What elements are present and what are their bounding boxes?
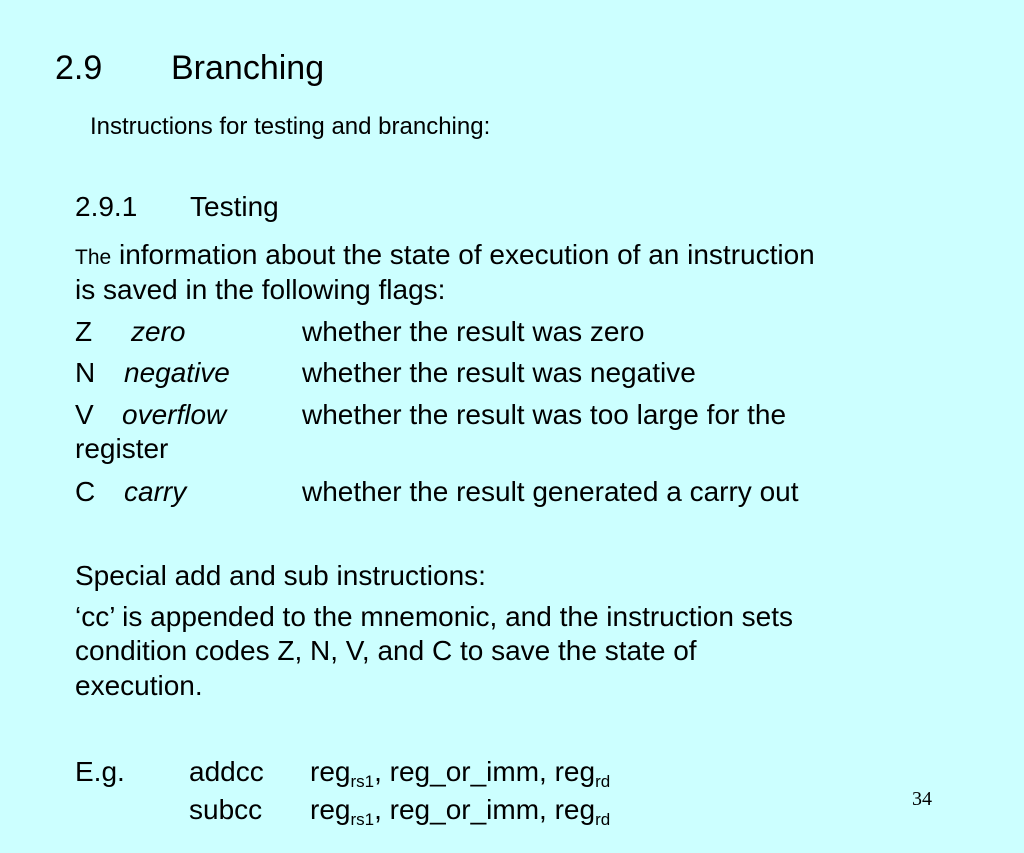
flag-description: whether the result was zero bbox=[302, 316, 645, 347]
example-label: E.g. bbox=[75, 756, 125, 787]
intro-text: Instructions for testing and branching: bbox=[90, 113, 491, 140]
example-mnemonic: addcc bbox=[189, 756, 264, 787]
subsection-number: 2.9.1 bbox=[75, 191, 138, 222]
paragraph-lead: The bbox=[75, 246, 112, 269]
paragraph-line-1-text: information about the state of execution of an instruction bbox=[118, 239, 815, 270]
special-heading: Special add and sub instructions: bbox=[75, 560, 486, 591]
flag-description: whether the result generated a carry out bbox=[302, 476, 799, 507]
flag-description: whether the result was too large for the bbox=[302, 399, 787, 430]
flag-letter: C bbox=[75, 476, 96, 507]
example-operands: reg$_{rs1}$, reg_or_imm, reg$_{rd}$ bbox=[310, 794, 611, 829]
flag-letter: N bbox=[75, 357, 96, 388]
section-number: 2.9 bbox=[55, 49, 103, 87]
flag-description-continued: register bbox=[75, 433, 169, 464]
example-operands: reg$_{rs1}$, reg_or_imm, reg$_{rd}$ bbox=[310, 756, 611, 791]
flag-letter: Z bbox=[75, 316, 93, 347]
special-line-2: condition codes Z, N, V, and C to save the state of bbox=[75, 635, 697, 666]
special-line-3: execution. bbox=[75, 670, 203, 701]
flag-name: zero bbox=[131, 316, 186, 347]
flag-description: whether the result was negative bbox=[302, 357, 696, 388]
paragraph-line-2: is saved in the following flags: bbox=[75, 274, 446, 305]
example-mnemonic: subcc bbox=[189, 794, 263, 825]
flag-name: carry bbox=[124, 476, 187, 507]
special-line-1: ‘cc’ is appended to the mnemonic, and the instruction sets bbox=[75, 601, 794, 632]
section-title: Branching bbox=[171, 49, 325, 87]
flag-letter: V bbox=[75, 399, 94, 430]
flag-name: overflow bbox=[122, 399, 227, 430]
subsection-title: Testing bbox=[190, 191, 279, 222]
flag-name: negative bbox=[124, 357, 230, 388]
paragraph-line-1 bbox=[75, 239, 815, 271]
page-number: 34 bbox=[912, 788, 932, 810]
